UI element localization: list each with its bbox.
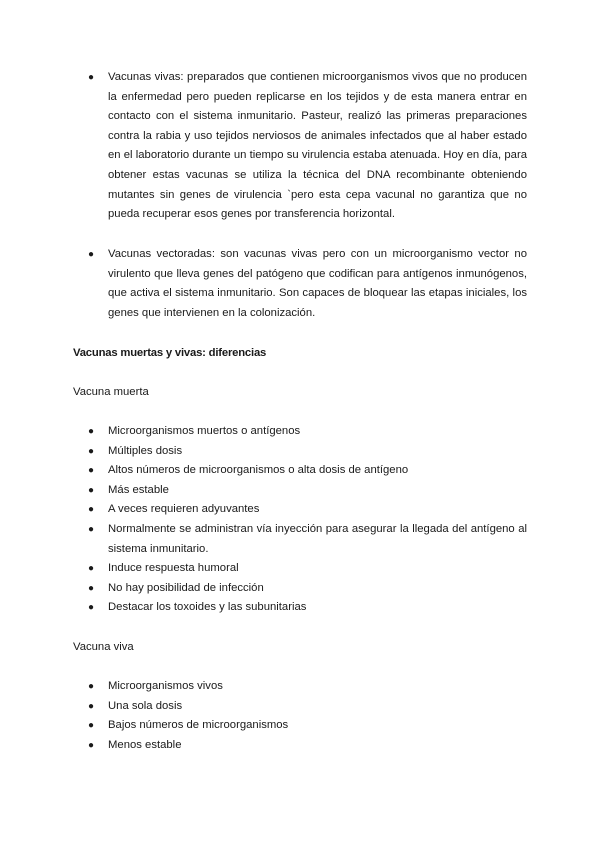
list-item <box>0 520 600 559</box>
bullet-icon: ● <box>88 72 95 83</box>
list-item-text: Bajos números de microorganismos <box>108 719 289 732</box>
bullet-icon: ● <box>88 720 95 732</box>
list-item <box>0 422 600 442</box>
list-item <box>0 68 600 225</box>
list-item-text: Induce respuesta humoral <box>108 562 239 575</box>
list-item <box>0 736 600 756</box>
list-item-text: Microorganismos vivos <box>108 680 223 692</box>
list-item <box>0 697 600 717</box>
list-item <box>0 500 600 520</box>
intro-bullet-list <box>0 68 600 225</box>
list-item <box>0 245 600 323</box>
list-item <box>0 598 600 618</box>
list-item <box>0 559 600 579</box>
bullet-icon: ● <box>88 504 95 516</box>
list-item-text: No hay posibilidad de infección <box>108 581 264 594</box>
bullet-icon: ● <box>88 445 95 457</box>
list-item-text: Menos estable <box>108 738 182 751</box>
bullet-icon: ● <box>88 563 95 575</box>
list-item <box>0 579 600 599</box>
list-item-text: Vacunas vivas: preparados que contienen microorganismos vivos que no producen la enfermedad pero pueden replicarse en los tejidos y de esta manera entrar en contacto con el sistema inmunitario. Pasteur, realizó las primeras preparaciones contra la rabia y uso tejidos nerviosos de animales infectados que al haber estado en el laboratorio durante un tiempo su virulencia estaba atenuada. Hoy en día, para obtener estas vacunas se utiliza la técnica del DNA recombinante obteniendo mutantes sin genes de virulencia `pero esta cepa vacunal no garantiza que no pueda recuperar esos genes por transferencia horizontal. <box>108 71 527 221</box>
list-item-text: Altos números de microorganismos o alta dosis de antígeno <box>108 464 409 477</box>
intro-bullet-list-2 <box>0 245 600 323</box>
list-item-text: Más estable <box>108 483 169 496</box>
bullet-icon: ● <box>88 700 95 712</box>
list-item-text: Múltiples dosis <box>108 444 183 457</box>
dead-vaccine-title: Vacuna muerta <box>73 386 149 398</box>
bullet-icon: ● <box>88 739 95 751</box>
list-item-text: Normalmente se administran vía inyección para asegurar la llegada del antígeno al sistema inmunitario. <box>108 522 527 555</box>
list-item-text: Microorganismos muertos o antígenos <box>108 425 301 437</box>
bullet-icon: ● <box>88 484 95 496</box>
bullet-icon: ● <box>88 523 95 535</box>
list-item-text: Una sola dosis <box>108 699 183 712</box>
bullet-icon: ● <box>88 582 95 594</box>
section-heading: Vacunas muertas y vivas: diferencias <box>73 347 267 359</box>
dead-vaccine-list <box>0 422 600 618</box>
list-item-text: A veces requieren adyuvantes <box>108 503 260 516</box>
list-item <box>0 481 600 501</box>
list-item <box>0 677 600 697</box>
bullet-icon: ● <box>88 465 95 477</box>
bullet-icon: ● <box>88 426 95 437</box>
list-item <box>0 716 600 736</box>
list-item <box>0 442 600 462</box>
bullet-icon: ● <box>88 681 95 692</box>
list-item-text: Destacar los toxoides y las subunitarias <box>108 601 307 614</box>
live-vaccine-title: Vacuna viva <box>73 641 134 653</box>
list-item <box>0 461 600 481</box>
live-vaccine-list <box>0 677 600 755</box>
list-item-text: Vacunas vectoradas: son vacunas vivas pero con un microorganismo vector no virulento que lleva genes del patógeno que codifican para antígenos inmunógenos, que activa el sistema inmunitario. Son capaces de bloquear las etapas iniciales, los genes que intervienen en la colonización. <box>108 248 527 319</box>
bullet-icon: ● <box>88 602 95 614</box>
bullet-icon: ● <box>88 249 95 260</box>
